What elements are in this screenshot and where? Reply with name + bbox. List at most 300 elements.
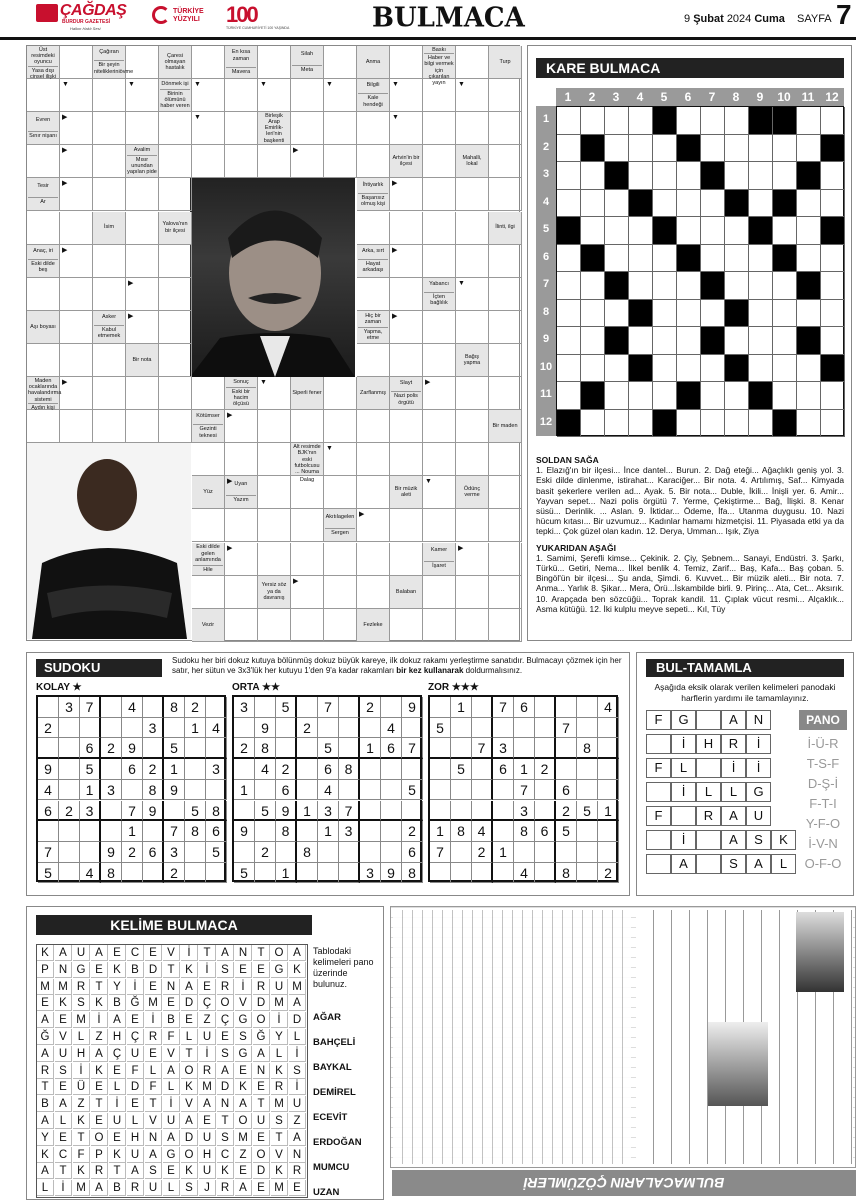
kelime-letter: V xyxy=(55,1029,72,1045)
sudoku-cell: 8 xyxy=(451,821,472,842)
arrow-right-icon: ▶ xyxy=(128,312,134,320)
kare-black-cell xyxy=(773,190,797,218)
footballer-portrait-icon xyxy=(27,443,191,639)
kare-cell xyxy=(605,190,629,218)
sudoku-cell xyxy=(430,863,451,884)
sudoku-cell: 7 xyxy=(122,801,143,822)
crossword-answer-cell xyxy=(291,112,324,145)
kare-col-number: 7 xyxy=(708,90,716,104)
kare-cell xyxy=(677,217,701,245)
crossword-answer-cell xyxy=(357,212,390,245)
sudoku-cell: 6 xyxy=(206,821,227,842)
sudoku-cell: 6 xyxy=(122,759,143,780)
sudoku-cell: 8 xyxy=(297,842,318,863)
crossword-clue-cell xyxy=(291,443,324,484)
bul-letter-cell: G xyxy=(746,782,771,802)
crossword-answer-cell xyxy=(27,212,60,245)
kare-cell xyxy=(773,382,797,410)
sudoku-cell xyxy=(381,759,402,780)
sudoku-cell: 2 xyxy=(101,738,122,759)
kelime-letter: A xyxy=(181,979,198,995)
kare-cell xyxy=(701,217,725,245)
sudoku-cell: 2 xyxy=(360,697,381,718)
kelime-letter: U xyxy=(163,1113,180,1129)
kelime-letter: R xyxy=(37,1063,54,1079)
bul-letter-cell: A xyxy=(746,854,771,874)
crossword-answer-cell xyxy=(324,145,357,178)
crossword-clue-text: Yapma, etme xyxy=(358,327,388,341)
arrow-down-icon: ▼ xyxy=(326,81,333,89)
kare-black-cell xyxy=(749,107,773,135)
arrow-right-icon: ▶ xyxy=(425,379,431,386)
kelime-letter: K xyxy=(235,1079,252,1095)
kelime-letter: R xyxy=(271,1079,288,1095)
sudoku-cell xyxy=(38,738,59,759)
crossword-answer-cell xyxy=(324,46,357,79)
sudoku-cell xyxy=(472,780,493,801)
kare-row-number: 4 xyxy=(542,195,550,208)
kare-cell xyxy=(821,162,845,190)
crossword-clue-text: Silah xyxy=(300,50,314,57)
kelime-letter: C xyxy=(55,1147,72,1163)
sudoku-cell xyxy=(493,718,514,739)
crossword-answer-cell xyxy=(192,443,225,476)
crossword-answer-cell xyxy=(126,410,159,443)
kare-cell xyxy=(749,135,773,163)
kelime-letter: U xyxy=(271,979,288,995)
crossword-clue-text: Ödünç verme xyxy=(463,486,481,499)
kelime-letter: A xyxy=(253,1046,270,1062)
crossword-answer-cell xyxy=(60,410,93,443)
sudoku-cell xyxy=(514,718,535,739)
sudoku-cell xyxy=(360,842,381,863)
kare-cell xyxy=(797,217,821,245)
sudoku-cell: 2 xyxy=(402,821,423,842)
kare-cell xyxy=(605,107,629,135)
kelime-letter: S xyxy=(55,1063,72,1079)
crossword-clue-cell xyxy=(456,344,489,377)
kelime-letter: O xyxy=(181,1063,198,1079)
sudoku-cell xyxy=(59,738,80,759)
crossword-answer-cell xyxy=(192,46,225,79)
sudoku-cell: 2 xyxy=(38,718,59,739)
kare-cell xyxy=(797,190,821,218)
kare-cell xyxy=(653,272,677,300)
crossword-clue-text: Başarısız olmuş kişi xyxy=(358,193,388,207)
arrow-right-icon: ▶ xyxy=(227,478,233,486)
kelime-letter: İ xyxy=(199,1046,216,1062)
kare-cell xyxy=(749,245,773,273)
sudoku-cell: 2 xyxy=(234,738,255,759)
kelime-letter: E xyxy=(55,1012,72,1028)
sudoku-cell: 4 xyxy=(80,863,101,884)
sudoku-cell xyxy=(535,863,556,884)
crossword-answer-cell xyxy=(258,46,291,79)
kelime-letter: M xyxy=(271,1096,288,1112)
kelime-letter: Ü xyxy=(73,1079,90,1095)
pano-letters: İ-V-N xyxy=(808,836,838,851)
crossword-answer-cell xyxy=(126,212,159,245)
sudoku-cell xyxy=(556,759,577,780)
sudoku-cell xyxy=(143,821,164,842)
sudoku-cell: 8 xyxy=(276,821,297,842)
sudoku-cell: 1 xyxy=(430,821,451,842)
kare-cell xyxy=(677,162,701,190)
kelime-letter: V xyxy=(271,1147,288,1163)
sudoku-cell xyxy=(255,821,276,842)
crossword-clue-cell xyxy=(27,178,60,211)
kelime-letter: G xyxy=(235,1012,252,1028)
crossword-answer-cell xyxy=(60,46,93,79)
kelime-letter: İ xyxy=(163,1096,180,1112)
kare-cell xyxy=(629,245,653,273)
kare-cell xyxy=(653,245,677,273)
crossword-clue-cell xyxy=(390,476,423,509)
kelime-letter: M xyxy=(289,979,306,995)
sudoku-cell: 2 xyxy=(535,759,556,780)
arrow-down-icon: ▼ xyxy=(458,279,465,287)
sudoku-cell: 1 xyxy=(122,821,143,842)
kelime-letter: K xyxy=(271,1063,288,1079)
kelime-letter: T xyxy=(109,1163,126,1179)
crossword-answer-cell xyxy=(390,278,423,311)
sudoku-cell: 1 xyxy=(164,759,185,780)
kare-cell xyxy=(725,162,749,190)
kelime-letter: Ç xyxy=(127,1029,144,1045)
kare-black-cell xyxy=(605,327,629,355)
kelime-letter: G xyxy=(73,962,90,978)
crossword-clue-text: İlinti, ilgi xyxy=(495,224,515,231)
crossword-answer-cell xyxy=(423,145,456,178)
crossword-clue-text: Birinin ölümünü haber veren xyxy=(160,90,190,110)
crossword-clue-text: Çaresi olmayan hastalık xyxy=(164,52,186,72)
crossword-clue-cell xyxy=(93,311,126,344)
crossword-answer-cell xyxy=(489,145,522,178)
crossword-clue-text: Sergen xyxy=(325,528,355,536)
sudoku-cell xyxy=(297,697,318,718)
arrow-down-icon: ▼ xyxy=(458,81,465,89)
sudoku-cell xyxy=(234,759,255,780)
crossword-clue-cell xyxy=(126,145,159,178)
kare-col-number: 12 xyxy=(825,90,839,104)
crossword-answer-cell xyxy=(93,145,126,178)
crossword-answer-cell xyxy=(489,509,522,542)
kare-cell xyxy=(629,272,653,300)
date-day: 9 xyxy=(684,13,691,25)
bul-letter-cell: S xyxy=(721,854,746,874)
sudoku-cell: 8 xyxy=(556,863,577,884)
sudoku-cell xyxy=(318,842,339,863)
sudoku-cell xyxy=(185,863,206,884)
actor-portrait-icon xyxy=(190,178,355,377)
arrow-down-icon: ▼ xyxy=(194,114,201,122)
kare-cell xyxy=(581,272,605,300)
kelime-letter: A xyxy=(163,1130,180,1146)
kare-cell xyxy=(557,190,581,218)
sudoku-cell xyxy=(255,697,276,718)
arrow-right-icon: ▶ xyxy=(128,279,134,287)
kare-col-number: 3 xyxy=(612,90,620,104)
kelime-letter: A xyxy=(127,1163,144,1179)
sudoku-cell xyxy=(38,821,59,842)
sudoku-cell xyxy=(577,718,598,739)
kelime-letter: G xyxy=(163,1147,180,1163)
crossword-clue-text: Anaç, iri xyxy=(33,247,53,254)
crossword-answer-cell xyxy=(126,377,159,410)
sudoku-cell xyxy=(493,821,514,842)
sudoku-cell xyxy=(339,863,360,884)
kelime-letter: P xyxy=(37,962,54,978)
crossword-answer-cell xyxy=(192,145,225,178)
kelime-letter: G xyxy=(271,962,288,978)
kelime-letter: N xyxy=(145,1130,162,1146)
kare-cell xyxy=(701,190,725,218)
sudoku-cell: 5 xyxy=(276,697,297,718)
crossword-clue-cell xyxy=(357,377,390,410)
bul-letter-cell: L xyxy=(771,854,796,874)
kare-col-number: 6 xyxy=(684,90,692,104)
sudoku-cell xyxy=(276,738,297,759)
pano-letters: Y-F-O xyxy=(805,816,841,831)
sudoku-cell: 8 xyxy=(339,759,360,780)
kare-black-cell xyxy=(605,272,629,300)
arrow-down-icon: ▼ xyxy=(62,81,69,89)
sudoku-cell xyxy=(318,863,339,884)
kelime-letter: Y xyxy=(109,979,126,995)
crossword-clue-cell xyxy=(489,212,522,245)
kelime-letter: K xyxy=(109,1147,126,1163)
kelime-letter: H xyxy=(73,1046,90,1062)
kelime-letter: Ğ xyxy=(127,995,144,1011)
kelime-letter: Z xyxy=(73,1096,90,1112)
sudoku-cell: 6 xyxy=(514,697,535,718)
kare-col-number: 11 xyxy=(801,90,815,104)
kelime-letter: S xyxy=(217,962,234,978)
sudoku-cell xyxy=(402,759,423,780)
crossword-answer-cell xyxy=(60,278,93,311)
kare-black-cell xyxy=(821,355,845,383)
yukaridan-title: YUKARIDAN AŞAĞI xyxy=(536,542,616,553)
sudoku-cell xyxy=(101,759,122,780)
crossword-clue-cell xyxy=(390,576,423,609)
kelime-letter: İ xyxy=(289,1079,306,1095)
crossword-answer-cell xyxy=(423,112,456,145)
sudoku-cell: 7 xyxy=(318,697,339,718)
crossword-answer-cell xyxy=(258,509,291,542)
crossword-answer-cell xyxy=(390,509,423,542)
kelime-letter: E xyxy=(37,995,54,1011)
sudoku-cell xyxy=(360,780,381,801)
sudoku-cell: 3 xyxy=(80,801,101,822)
sudoku-cell xyxy=(276,842,297,863)
crossword-clue-cell xyxy=(423,278,456,311)
bul-letter-cell xyxy=(646,734,671,754)
kare-cell xyxy=(725,272,749,300)
bul-letter-cell xyxy=(696,854,721,874)
kelime-letter: R xyxy=(91,1163,108,1179)
sudoku-cell: 6 xyxy=(38,801,59,822)
crossword-answer-cell xyxy=(423,212,456,245)
bul-letter-cell: İ xyxy=(721,758,746,778)
date-month: Şubat xyxy=(693,13,724,25)
kelime-letter: Ç xyxy=(199,995,216,1011)
sudoku-cell xyxy=(430,759,451,780)
kare-col-number: 2 xyxy=(588,90,596,104)
crossword-clue-cell xyxy=(489,46,522,79)
crossword-clue-text: Alt resimde BJK'nın eski futbolcusu ... Nouma xyxy=(293,444,321,475)
kare-cell xyxy=(557,327,581,355)
sudoku-cell: 4 xyxy=(38,780,59,801)
kelime-letter: T xyxy=(145,1096,162,1112)
arrow-right-icon: ▶ xyxy=(293,147,299,155)
crossword-clue-cell xyxy=(291,46,324,79)
kare-cell xyxy=(725,382,749,410)
bul-letter-cell: H xyxy=(696,734,721,754)
kare-cell xyxy=(725,327,749,355)
sudoku-cell xyxy=(185,738,206,759)
sudoku-cell xyxy=(360,759,381,780)
kelime-letter: K xyxy=(91,995,108,1011)
sudoku-cell xyxy=(360,821,381,842)
sudoku-desc-b: doldurmalısınız. xyxy=(463,666,523,675)
kelime-letter: E xyxy=(91,962,108,978)
crossword-answer-cell xyxy=(60,311,93,344)
arrow-right-icon: ▶ xyxy=(392,246,398,254)
kare-cell xyxy=(773,355,797,383)
crossword-answer-cell xyxy=(357,410,390,443)
kare-cell xyxy=(629,327,653,355)
kare-cell xyxy=(653,190,677,218)
sudoku-cell: 8 xyxy=(255,738,276,759)
sudoku-cell xyxy=(577,863,598,884)
crossword-answer-cell xyxy=(357,344,390,377)
bul-letter-cell: A xyxy=(671,854,696,874)
sudoku-cell xyxy=(598,780,619,801)
sudoku-cell xyxy=(185,842,206,863)
kelime-letter: K xyxy=(37,1147,54,1163)
kelime-letter: D xyxy=(253,1163,270,1179)
sudoku-cell: 2 xyxy=(59,801,80,822)
kare-black-cell xyxy=(629,190,653,218)
crossword-answer-cell xyxy=(357,278,390,311)
crossword-clue-text: Ar xyxy=(28,197,58,205)
sudoku-cell xyxy=(59,863,80,884)
crossword-clue-text: Haber ve bilgi vermek için çıkarılan yayın xyxy=(424,55,454,87)
crossword-clue-cell xyxy=(423,543,456,576)
kelime-letter: İ xyxy=(73,1063,90,1079)
bul-letter-cell: F xyxy=(646,758,671,778)
kare-cell xyxy=(725,245,749,273)
kelime-letter: L xyxy=(163,1079,180,1095)
kelime-letter: H xyxy=(109,1029,126,1045)
kelime-letter: S xyxy=(235,1029,252,1045)
kelime-letter: A xyxy=(235,1096,252,1112)
bul-letter-cell: İ xyxy=(746,758,771,778)
sudoku-cell: 5 xyxy=(556,821,577,842)
sudoku-cell: 4 xyxy=(598,697,619,718)
kelime-letter: U xyxy=(199,1163,216,1179)
crossword-answer-cell xyxy=(126,112,159,145)
crossword-clue-text: Uyarı xyxy=(234,481,248,488)
kare-cell xyxy=(797,300,821,328)
kelime-letter: L xyxy=(109,1079,126,1095)
sudoku-cell: 8 xyxy=(185,821,206,842)
newspaper-name: ÇAĞDAŞ xyxy=(60,2,127,19)
crossword-clue-text: Vezir xyxy=(201,621,215,628)
kare-cell xyxy=(581,300,605,328)
kare-black-cell xyxy=(725,300,749,328)
kare-cell xyxy=(629,107,653,135)
kelime-letter: Z xyxy=(289,1113,306,1129)
sudoku-cell: 3 xyxy=(360,863,381,884)
crossword-answer-cell xyxy=(390,609,423,642)
crossword-answer-cell xyxy=(489,112,522,145)
sudoku-cell: 1 xyxy=(514,759,535,780)
kelime-letter: Ç xyxy=(109,1046,126,1062)
sudoku-cell: 6 xyxy=(318,759,339,780)
kelime-letter: M xyxy=(235,1130,252,1146)
crossword-clue-text: Mahalli, lokal xyxy=(462,155,482,168)
bul-letter-cell: N xyxy=(746,710,771,730)
bul-letter-cell xyxy=(646,830,671,850)
crossword-clue-text: Eski dilde gelen anlamında xyxy=(195,544,221,563)
crossword-answer-cell xyxy=(423,410,456,443)
crossword-answer-cell xyxy=(423,609,456,642)
sudoku-cell: 6 xyxy=(143,842,164,863)
sudoku-cell xyxy=(556,842,577,863)
kare-cell xyxy=(653,162,677,190)
kelime-letter: F xyxy=(145,1079,162,1095)
kelime-letter: M xyxy=(271,995,288,1011)
kare-col-number: 4 xyxy=(636,90,644,104)
kare-cell xyxy=(749,300,773,328)
kelime-letter: S xyxy=(73,995,90,1011)
crossword-answer-cell xyxy=(456,410,489,443)
kelime-letter: E xyxy=(109,1063,126,1079)
kare-column-numbers xyxy=(556,88,844,106)
crossword-answer-cell xyxy=(357,145,390,178)
crossword-answer-cell xyxy=(159,344,192,377)
sudoku-cell xyxy=(451,863,472,884)
kelime-letter: D xyxy=(181,1130,198,1146)
kare-black-cell xyxy=(605,162,629,190)
crossword-answer-cell xyxy=(159,377,192,410)
bul-letter-cell xyxy=(646,854,671,874)
sudoku-cell xyxy=(451,801,472,822)
arrow-right-icon: ▶ xyxy=(359,511,365,519)
crossword-answer-cell xyxy=(357,476,390,509)
sudoku-cell: 9 xyxy=(101,842,122,863)
sudoku-cell xyxy=(360,718,381,739)
crossword-answer-cell xyxy=(159,278,192,311)
crossword-clue-cell xyxy=(357,79,390,112)
kare-row-number: 10 xyxy=(539,360,553,373)
sudoku-cell xyxy=(143,738,164,759)
crossword-clue-text: Dalag xyxy=(292,475,322,483)
arrow-right-icon: ▶ xyxy=(62,180,68,188)
sudoku-cell: 5 xyxy=(234,863,255,884)
sudoku-cell: 8 xyxy=(402,863,423,884)
sudoku-cell xyxy=(339,842,360,863)
kelime-letter: S xyxy=(289,1063,306,1079)
kelime-letter: E xyxy=(145,945,162,961)
kare-black-cell xyxy=(629,355,653,383)
crossword-clue-cell xyxy=(357,245,390,278)
arrow-right-icon: ▶ xyxy=(62,246,68,254)
sudoku-cell: 3 xyxy=(493,738,514,759)
kare-black-cell xyxy=(749,382,773,410)
sudoku-cell xyxy=(276,718,297,739)
